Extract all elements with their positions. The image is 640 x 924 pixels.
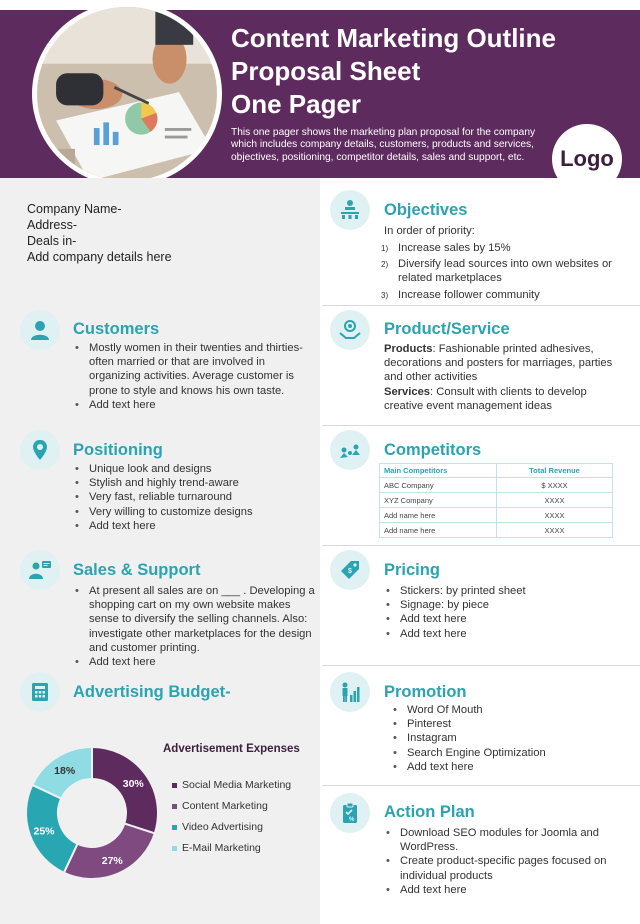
table-header-row bbox=[380, 464, 613, 478]
list-item: • Stylish and highly trend-aware bbox=[73, 476, 317, 490]
list-item: • Add text here bbox=[384, 627, 624, 641]
action-plan-title: Action Plan bbox=[384, 803, 475, 821]
slice-value-label: 25% bbox=[33, 825, 55, 838]
services-label: Services bbox=[384, 385, 431, 398]
advertising-budget-title: Advertising Budget- bbox=[73, 683, 231, 701]
legend-label: E-Mail Marketing bbox=[182, 842, 261, 854]
header bbox=[0, 0, 640, 178]
competitor-revenue: XXXX bbox=[497, 523, 613, 538]
competitor-name: XYZ Company bbox=[380, 493, 497, 508]
legend-swatch bbox=[172, 783, 177, 788]
divider bbox=[322, 785, 640, 786]
products-paragraph bbox=[384, 342, 624, 385]
sales-support-list bbox=[73, 584, 319, 669]
objectives-list bbox=[381, 241, 621, 304]
slice-value-label: 18% bbox=[54, 764, 76, 777]
competitor-revenue: XXXX bbox=[497, 508, 613, 523]
list-item: • Add text here bbox=[73, 655, 319, 669]
header-photo bbox=[32, 2, 222, 186]
competitor-name: Add name here bbox=[380, 508, 497, 523]
chart-title: Advertisement Expenses bbox=[163, 743, 300, 755]
objectives-title: Objectives bbox=[384, 201, 468, 219]
slice-value-label: 30% bbox=[122, 778, 144, 791]
table-row bbox=[380, 478, 613, 493]
location-pin-icon bbox=[20, 430, 60, 470]
column-header: Total Revenue bbox=[497, 464, 613, 478]
competitor-name: ABC Company bbox=[380, 478, 497, 493]
slice-value-label: 27% bbox=[101, 854, 123, 867]
services-paragraph bbox=[384, 385, 624, 413]
price-tag-icon bbox=[330, 550, 370, 590]
list-item: • Add text here bbox=[391, 760, 621, 774]
sales-support-icon bbox=[20, 550, 60, 590]
list-item: • Add text here bbox=[384, 612, 624, 626]
company-name-line: Company Name- bbox=[27, 202, 122, 216]
positioning-title: Positioning bbox=[73, 441, 163, 459]
list-item: • Instagram bbox=[391, 731, 621, 745]
title-line-3: One Pager bbox=[231, 89, 362, 119]
legend-item bbox=[172, 800, 291, 821]
column-header: Main Competitors bbox=[380, 464, 497, 478]
competitor-revenue: $ XXXX bbox=[497, 478, 613, 493]
divider bbox=[322, 545, 640, 546]
legend-swatch bbox=[172, 825, 177, 830]
company-details-placeholder: Add company details here bbox=[27, 250, 172, 264]
objectives-intro: In order of priority: bbox=[384, 225, 475, 237]
address-line: Address- bbox=[27, 218, 78, 232]
title-line-1: Content Marketing Outline bbox=[231, 23, 556, 53]
header-photo-illustration bbox=[37, 7, 217, 181]
list-number: 2) bbox=[381, 260, 389, 270]
list-item: • Unique look and designs bbox=[73, 462, 317, 476]
objective-text: Increase sales by 15% bbox=[398, 242, 511, 254]
svg-text:%: % bbox=[349, 817, 355, 823]
customers-title: Customers bbox=[73, 320, 160, 338]
list-item: • Pinterest bbox=[391, 717, 621, 731]
competitor-name: Add name here bbox=[380, 523, 497, 538]
page-subtitle: This one pager shows the marketing plan proposal for the company which includes company details, customers, products and services, objectives, positioning, competitor details, sales and support, etc. bbox=[231, 127, 536, 163]
legend-item bbox=[172, 821, 291, 842]
advertisement-expenses-donut-chart bbox=[24, 745, 160, 881]
list-item: • Add text here bbox=[384, 883, 624, 897]
list-item: • Word Of Mouth bbox=[391, 703, 621, 717]
advertising-budget-icon bbox=[20, 672, 60, 712]
table-row bbox=[380, 523, 613, 538]
svg-text:$: $ bbox=[348, 568, 352, 575]
legend-label: Social Media Marketing bbox=[182, 779, 292, 791]
list-item bbox=[381, 257, 621, 285]
legend-label: Content Marketing bbox=[182, 800, 268, 812]
table-row bbox=[380, 493, 613, 508]
list-item: • Search Engine Optimization bbox=[391, 746, 621, 760]
product-service-text bbox=[384, 342, 624, 413]
list-item bbox=[381, 241, 621, 255]
list-item: • Create product-specific pages focused on individual products bbox=[384, 854, 624, 882]
positioning-list bbox=[73, 462, 317, 533]
chart-legend bbox=[172, 779, 291, 863]
deals-in-line: Deals in- bbox=[27, 234, 77, 248]
competitors-icon bbox=[330, 430, 370, 470]
promotion-title: Promotion bbox=[384, 683, 467, 701]
list-item: • Add text here bbox=[73, 398, 317, 412]
list-item: • Download SEO modules for Joomla and WordPress. bbox=[384, 826, 624, 854]
divider bbox=[322, 425, 640, 426]
competitors-title: Competitors bbox=[384, 441, 482, 459]
company-details bbox=[27, 201, 172, 265]
objective-text: Diversify lead sources into own websites or related marketplaces bbox=[398, 258, 612, 285]
donut-slice bbox=[64, 824, 155, 879]
legend-swatch bbox=[172, 846, 177, 851]
title-line-2: Proposal Sheet bbox=[231, 56, 421, 86]
action-plan-list bbox=[384, 826, 624, 897]
pricing-title: Pricing bbox=[384, 561, 440, 579]
action-plan-icon bbox=[330, 793, 370, 833]
customer-icon bbox=[20, 310, 60, 350]
promotion-icon bbox=[330, 672, 370, 712]
list-number: 3) bbox=[381, 290, 389, 300]
donut-slice bbox=[92, 747, 158, 833]
product-service-title: Product/Service bbox=[384, 320, 510, 338]
promotion-list bbox=[391, 703, 621, 774]
legend-item bbox=[172, 842, 291, 863]
legend-swatch bbox=[172, 804, 177, 809]
competitors-table bbox=[379, 463, 613, 538]
divider bbox=[322, 665, 640, 666]
objective-text: Increase follower community bbox=[398, 288, 540, 301]
page-title bbox=[231, 22, 631, 121]
list-item: • Very fast, reliable turnaround bbox=[73, 490, 317, 504]
list-item: • At present all sales are on ___ . Developing a shopping cart on my own website makes sense to diversify the selling channels. Also: investigate other marketplaces for the design and customer printing. bbox=[73, 584, 319, 655]
list-item: • Add text here bbox=[73, 519, 317, 533]
legend-label: Video Advertising bbox=[182, 821, 263, 833]
pricing-list bbox=[384, 584, 624, 641]
list-item bbox=[381, 288, 621, 302]
sales-support-title: Sales & Support bbox=[73, 561, 201, 579]
product-service-icon bbox=[330, 310, 370, 350]
services-text: : Consult with clients to develop creative event management ideas bbox=[384, 385, 587, 412]
list-item: • Mostly women in their twenties and thirties-often married or that are involved in organizing activities. Average customer is prone to style and knows his own taste. bbox=[73, 341, 317, 398]
products-label: Products bbox=[384, 343, 433, 355]
objectives-icon bbox=[330, 190, 370, 230]
legend-item bbox=[172, 779, 291, 800]
logo: Logo bbox=[552, 124, 622, 194]
list-item: • Signage: by piece bbox=[384, 598, 624, 612]
list-item: • Stickers: by printed sheet bbox=[384, 584, 624, 598]
divider bbox=[322, 305, 640, 306]
customers-list bbox=[73, 341, 317, 412]
competitor-revenue: XXXX bbox=[497, 493, 613, 508]
products-text: : Fashionable printed adhesives, decorations and posters for marriages, parties and other activities bbox=[384, 343, 613, 384]
list-item: • Very willing to customize designs bbox=[73, 505, 317, 519]
donut-chart-svg bbox=[24, 745, 160, 881]
list-number: 1) bbox=[381, 244, 389, 253]
table-row bbox=[380, 508, 613, 523]
